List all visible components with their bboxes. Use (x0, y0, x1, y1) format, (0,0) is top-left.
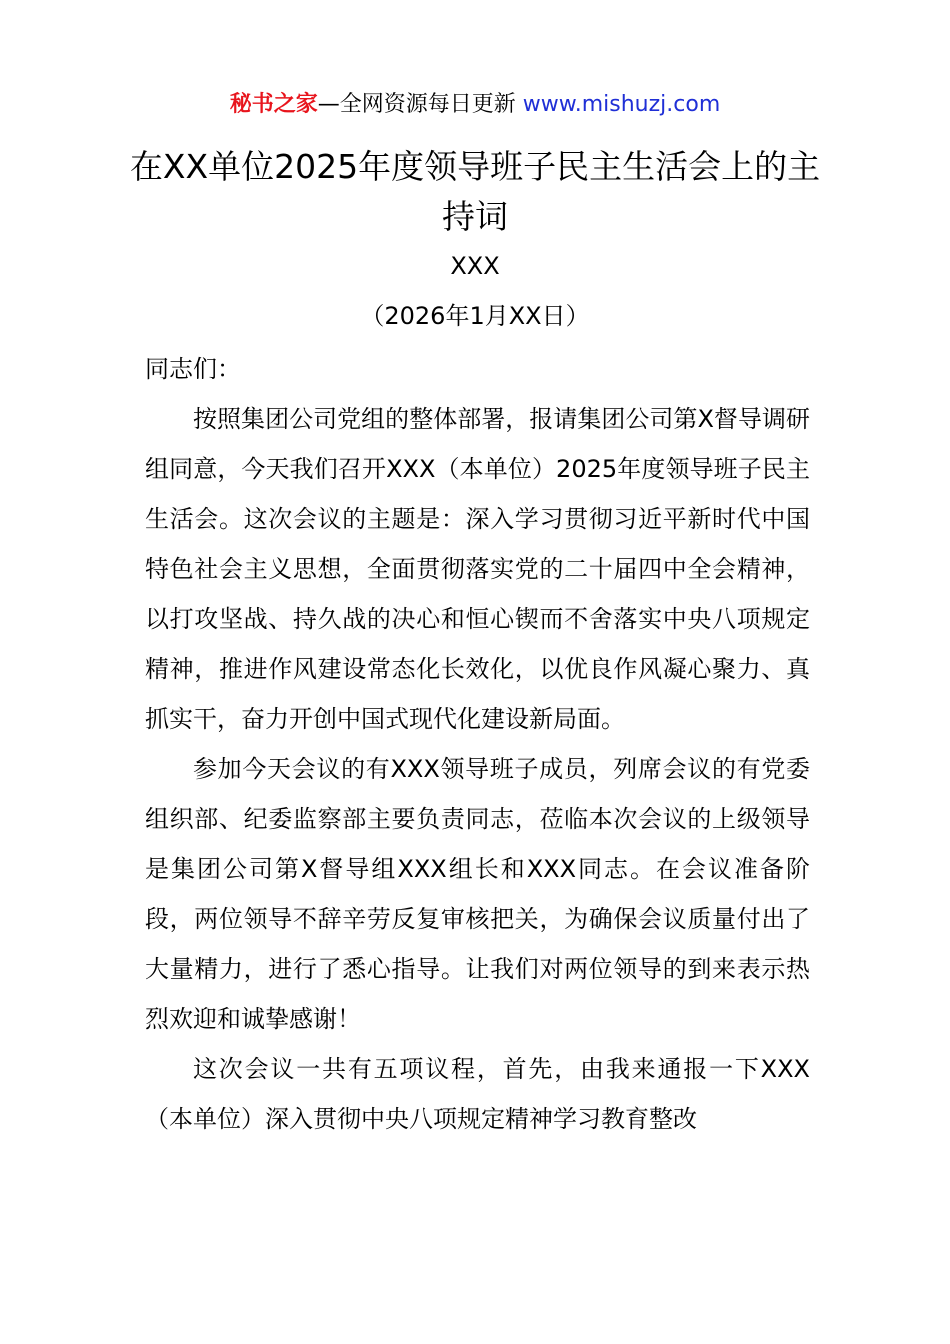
header-tagline: —全网资源每日更新 (317, 92, 523, 117)
document-body (145, 344, 810, 1144)
brand-name: 秘书之家 (229, 92, 318, 117)
paragraph: 按照集团公司党组的整体部署，报请集团公司第X督导调研组同意，今天我们召开XXX（本单位）2025年度领导班子民主生活会。这次会议的主题是：深入学习贯彻习近平新时代中国特色社会主义思想，全面贯彻落实党的二十届四中全会精神，以打攻坚战、持久战的决心和恒心锲而不舍落实中央八项规定精神，推进作风建设常态化长效化，以优良作风凝心聚力、真抓实干，奋力开创中国式现代化建设新局面。 (145, 405, 810, 733)
paragraph: 这次会议一共有五项议程，首先，由我来通报一下XXX（本单位）深入贯彻中央八项规定精神学习教育整改 (145, 1055, 810, 1133)
site-header (0, 90, 950, 120)
document-date: （2026年1月XX日） (360, 302, 590, 330)
paragraph: 参加今天会议的有XXX领导班子成员，列席会议的有党委组织部、纪委监察部主要负责同志，莅临本次会议的上级领导是集团公司第X督导组XXX组长和XXX同志。在会议准备阶段，两位领导不辞辛劳反复审核把关，为确保会议质量付出了大量精力，进行了悉心指导。让我们对两位领导的到来表示热烈欢迎和诚挚感谢！ (145, 755, 810, 1033)
document-author: XXX (450, 252, 500, 280)
document-title: 在XX单位2025年度领导班子民主生活会上的主持词 (129, 147, 821, 236)
site-url[interactable]: www.mishuzj.com (522, 92, 721, 117)
salutation: 同志们： (145, 355, 241, 383)
